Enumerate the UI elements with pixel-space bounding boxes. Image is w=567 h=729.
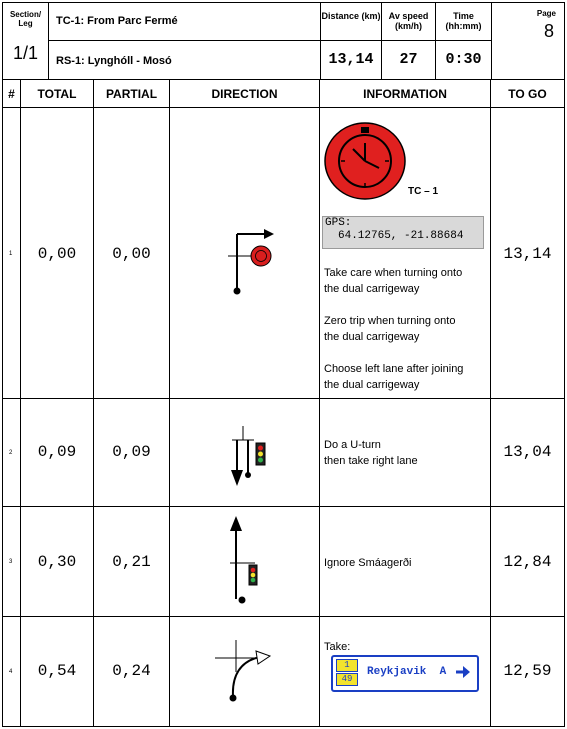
page-label: Page bbox=[536, 9, 556, 18]
rs-title: RS-1: Lynghóll - Mosó bbox=[56, 55, 172, 67]
total-distance: 0,30 bbox=[37, 553, 77, 571]
info-text: the dual carrigeway bbox=[324, 283, 420, 295]
togo-distance: 12,59 bbox=[503, 662, 552, 680]
partial-distance: 0,09 bbox=[112, 443, 151, 461]
partial-distance: 0,21 bbox=[112, 553, 151, 571]
row-number: 2 bbox=[9, 450, 13, 456]
info-text: then take right lane bbox=[324, 455, 418, 467]
col-header-information: INFORMATION bbox=[363, 87, 447, 101]
col-header-partial: PARTIAL bbox=[105, 87, 158, 101]
avspeed-label: Av speed (km/h) bbox=[388, 11, 429, 31]
row-number: 1 bbox=[9, 251, 13, 257]
row-number: 4 bbox=[9, 669, 13, 675]
avspeed-value: 27 bbox=[399, 51, 418, 68]
togo-distance: 13,14 bbox=[503, 245, 552, 263]
tc-title: TC-1: From Parc Fermé bbox=[56, 15, 178, 27]
section-leg-value: 1/1 bbox=[12, 43, 39, 63]
info-text: Ignore Smáagerði bbox=[324, 557, 412, 569]
turn-right-tulip-icon bbox=[210, 220, 280, 300]
road-sign bbox=[331, 655, 479, 692]
straight-on-tulip-icon bbox=[225, 513, 275, 607]
distance-label: Distance (km) bbox=[321, 11, 381, 21]
col-header-togo: TO GO bbox=[508, 87, 547, 101]
info-text: the dual carrigeway bbox=[324, 331, 420, 343]
col-header-direction: DIRECTION bbox=[211, 87, 278, 101]
info-text: Take care when turning onto bbox=[324, 267, 463, 279]
info-text: Zero trip when turning onto bbox=[324, 315, 456, 327]
col-header-num: # bbox=[8, 87, 15, 101]
info-text: Take: bbox=[324, 641, 351, 653]
road-number-top: 1 bbox=[336, 659, 358, 672]
u-turn-tulip-icon bbox=[220, 420, 280, 490]
arrow-right-icon bbox=[455, 665, 471, 679]
gps-label: GPS: bbox=[325, 217, 352, 229]
tc-label: TC – 1 bbox=[408, 186, 439, 197]
total-distance: 0,00 bbox=[37, 245, 77, 263]
info-text: the dual carrigeway bbox=[324, 379, 420, 391]
togo-distance: 12,84 bbox=[503, 553, 552, 571]
distance-value: 13,14 bbox=[328, 51, 374, 68]
section-leg-label: Section/ Leg bbox=[9, 10, 42, 28]
total-distance: 0,54 bbox=[37, 662, 77, 680]
partial-distance: 0,00 bbox=[112, 245, 151, 263]
time-control-clock-icon bbox=[323, 121, 407, 201]
partial-distance: 0,24 bbox=[112, 662, 151, 680]
row-number: 3 bbox=[9, 559, 13, 565]
gps-coordinates: 64.12765, -21.88684 bbox=[338, 230, 464, 242]
total-distance: 0,09 bbox=[37, 443, 77, 461]
info-text: Choose left lane after joining bbox=[324, 363, 464, 375]
gps-box bbox=[322, 216, 484, 249]
time-label: Time (hh:mm) bbox=[445, 11, 482, 31]
time-value: 0:30 bbox=[445, 51, 482, 68]
road-sign-destination: Reykjavik A bbox=[367, 666, 447, 678]
road-number-bottom: 49 bbox=[336, 673, 358, 686]
info-text: Do a U-turn bbox=[324, 439, 381, 451]
page-number: 8 bbox=[543, 21, 554, 41]
col-header-total: TOTAL bbox=[37, 87, 77, 101]
curve-right-tulip-icon bbox=[212, 636, 282, 716]
togo-distance: 13,04 bbox=[503, 443, 552, 461]
